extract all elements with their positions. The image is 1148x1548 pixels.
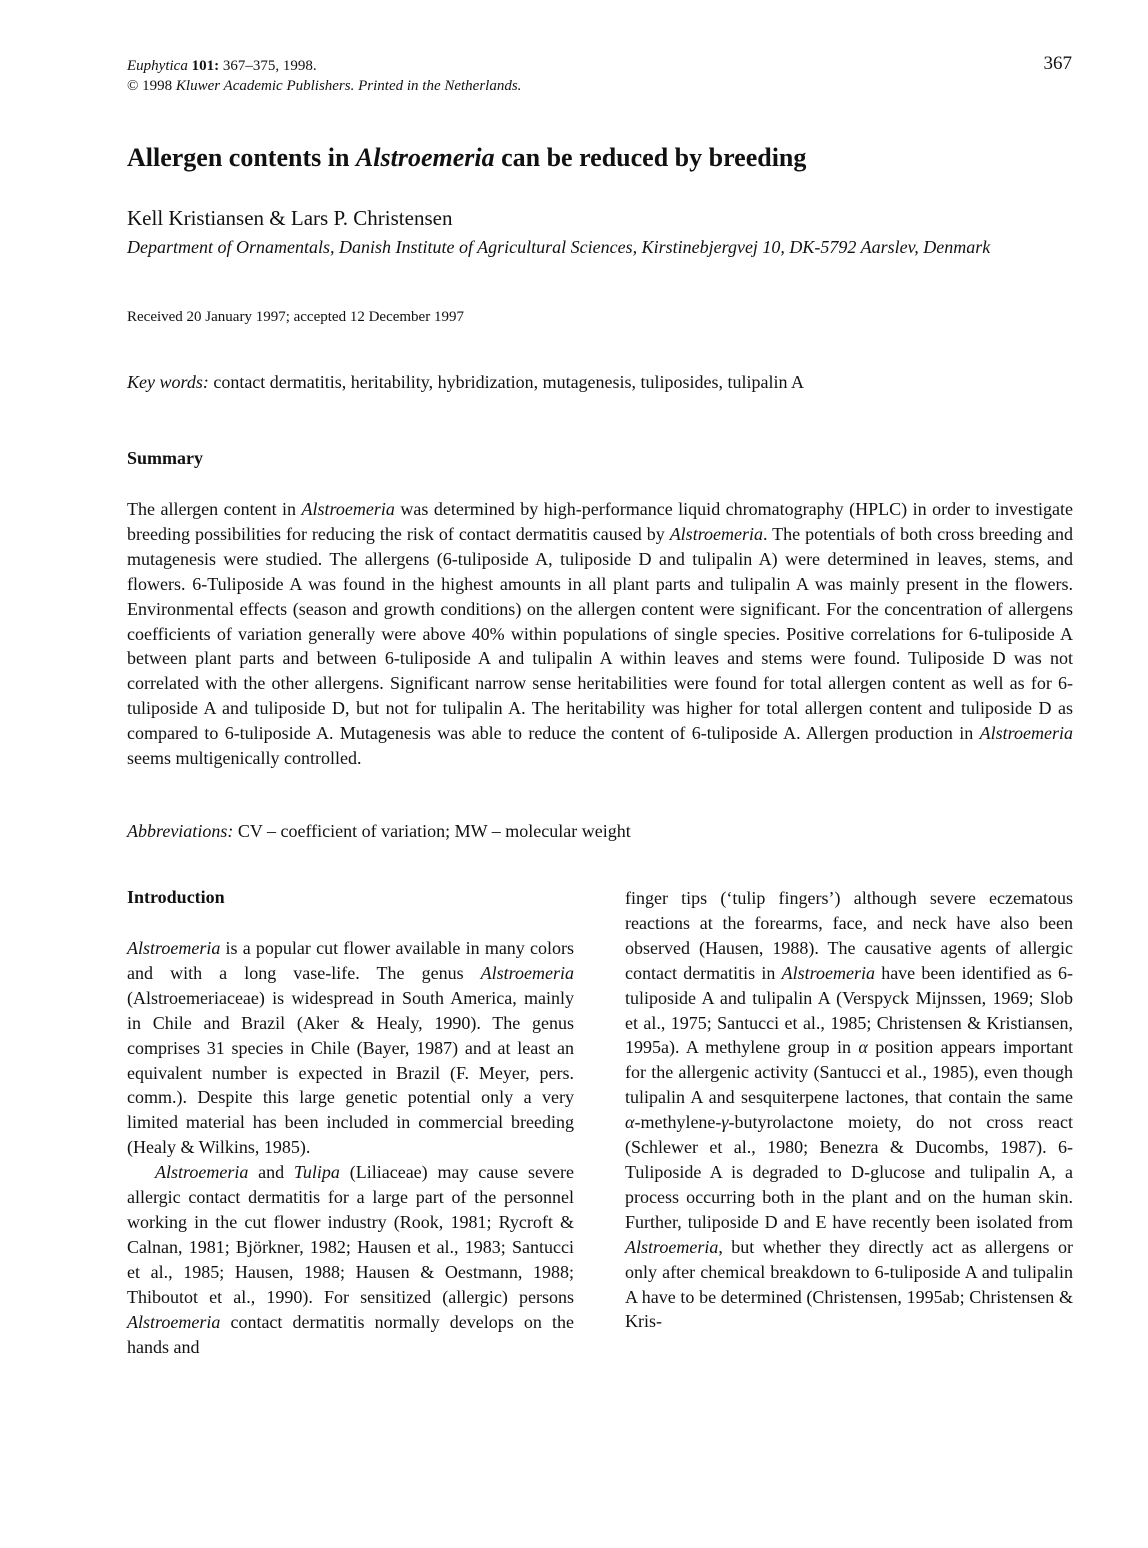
genus-name: Alstroemeria	[781, 962, 875, 983]
text-run: have been identified as 6-tuliposide A and tulipalin A (Verspyck Mijnssen, 1969; Slob et al., 1975; Santucci et al., 1985; Christensen & Kristiansen, 1995a). A methylene group in	[625, 962, 1074, 1058]
summary-text-part: seems multigenically controlled.	[127, 748, 362, 769]
abbreviations	[127, 821, 631, 842]
page-number: 367	[1043, 53, 1072, 74]
abbreviations-label: Abbreviations:	[127, 821, 234, 841]
genus-name: Alstroemeria	[480, 962, 574, 983]
copyright-line	[127, 76, 521, 96]
text-run: and	[248, 1162, 294, 1183]
text-run: -butyrolactone moiety, do not cross react (Schlewer et al., 1980; Benezra & Ducombs, 1987). 6-Tuliposide A is degraded to D-glucose and tulipalin A, a process occurring both in the plant and on the human skin. Further, tuliposide D and E have recently been isolated from	[625, 1112, 1073, 1232]
keywords	[127, 372, 804, 393]
introduction-column-left	[127, 936, 574, 1359]
journal-reference	[127, 56, 521, 76]
publisher: Kluwer Academic Publishers. Printed in the Netherlands.	[175, 78, 522, 94]
introduction-heading: Introduction	[127, 887, 225, 907]
paragraph	[127, 1160, 574, 1359]
introduction-column-right	[625, 886, 1073, 1334]
genus-name: Alstroemeria	[301, 499, 395, 519]
text-run: contact dermatitis normally develops on the hands and	[127, 1311, 574, 1357]
copyright-mark: © 1998	[127, 78, 176, 94]
paragraph	[625, 886, 1073, 1334]
genus-name: Alstroemeria	[127, 938, 221, 958]
text-run: finger tips (‘tulip fingers’) although severe eczematous reactions at the forearms, face, and neck have also been observed (Hausen, 1988). The causative agents of allergic contact dermatitis in	[625, 888, 1073, 983]
text-run: (Liliaceae) may cause severe allergic contact dermatitis for a large part of the personnel working in the cut flower industry (Rook, 1981; Rycroft & Calnan, 1981; Björkner, 1982; Hausen et al., 1983; Santucci et al., 1985; Hausen, 1988; Hausen & Oestmann, 1988; Thiboutot et al., 1990). For sensitized (allergic) persons	[127, 1162, 574, 1307]
paragraph	[127, 936, 574, 1160]
summary-text-part: The allergen content in	[127, 499, 302, 519]
summary-text-part: . The potentials of both cross breeding and mutagenesis were studied. The allergens (6-tuliposide A, tuliposide D and tulipalin A) were determined in leaves, stems, and flowers. 6-Tuliposide A was found in the highest amounts in all plant parts and tulipalin A was mainly present in the flowers. Environmental effects (season and growth conditions) on the allergen content were significant. For the concentration of allergens coefficients of variation generally were above 40% within populations of single species. Positive correlations for 6-tuliposide A between plant parts and between 6-tuliposide A and tulipalin A within leaves and stems were found. Tuliposide D was not correlated with the other allergens. Significant narrow sense heritabilities were found for total allergen content as well as for 6-tuliposide A and tuliposide D, but not for tulipalin A. The heritability was higher for total allergen content and tuliposide D as compared to 6-tuliposide A. Mutagenesis was able to reduce the content of 6-tuliposide A. Allergen production in	[127, 523, 1073, 744]
gamma-symbol: γ	[721, 1112, 729, 1133]
received-dates: Received 20 January 1997; accepted 12 December 1997	[127, 309, 464, 325]
text-run: (Alstroemeriaceae) is widespread in South America, mainly in Chile and Brazil (Aker & Healy, 1990). The genus comprises 31 species in Chile (Bayer, 1987) and at least an equivalent number is expected in Brazil (F. Meyer, pers. comm.). Despite this large genetic potential only a very limited material has been included in commercial breeding (Healy & Wilkins, 1985).	[127, 987, 574, 1158]
genus-name: Alstroemeria	[155, 1162, 249, 1183]
keywords-list: contact dermatitis, heritability, hybridization, mutagenesis, tuliposides, tulipalin A	[208, 372, 805, 392]
article-title	[127, 143, 806, 173]
text-run: -methylene-	[634, 1112, 722, 1133]
genus-name: Alstroemeria	[625, 1236, 719, 1257]
journal-citation	[127, 56, 521, 96]
genus-name: Alstroemeria	[979, 723, 1073, 744]
affiliation: Department of Ornamentals, Danish Institute of Agricultural Sciences, Kirstinebjergvej 10, DK-5792 Aarslev, Denmark	[127, 237, 991, 257]
genus-name: Alstroemeria	[669, 523, 764, 544]
text-run: position appears important for the allergenic activity (Santucci et al., 1985), even though tulipalin A and sesquiterpene lactones, that contain the same	[625, 1037, 1073, 1108]
authors: Kell Kristiansen & Lars P. Christensen	[127, 206, 453, 230]
genus-name: Alstroemeria	[127, 1311, 221, 1332]
title-genus: Alstroemeria	[355, 143, 495, 172]
summary-text-part: was determined by high-performance liquid chromatography (HPLC) in order to investigate breeding possibilities for reducing the risk of contact dermatitis caused by	[127, 499, 1074, 544]
title-post: can be reduced by breeding	[494, 143, 807, 172]
journal-name: Euphytica	[127, 58, 188, 74]
journal-pages-year: 367–375, 1998.	[219, 58, 317, 74]
journal-volume: 101:	[191, 58, 220, 74]
title-pre: Allergen contents in	[127, 143, 356, 172]
alpha-symbol: α	[858, 1037, 868, 1058]
summary-text	[127, 497, 1073, 771]
abbreviations-text: CV – coefficient of variation; MW – molecular weight	[233, 821, 631, 841]
summary-heading: Summary	[127, 448, 203, 468]
genus-name: Tulipa	[293, 1162, 340, 1183]
text-run: , but whether they directly act as allergens or only after chemical breakdown to 6-tuliposide A and tulipalin A have to be determined (Christensen, 1995ab; Christensen & Kris-	[625, 1236, 1073, 1332]
alpha-symbol: α	[625, 1112, 635, 1133]
text-run: is a popular cut flower available in many colors and with a long vase-life. The genus	[127, 938, 574, 983]
keywords-label: Key words:	[127, 372, 209, 392]
